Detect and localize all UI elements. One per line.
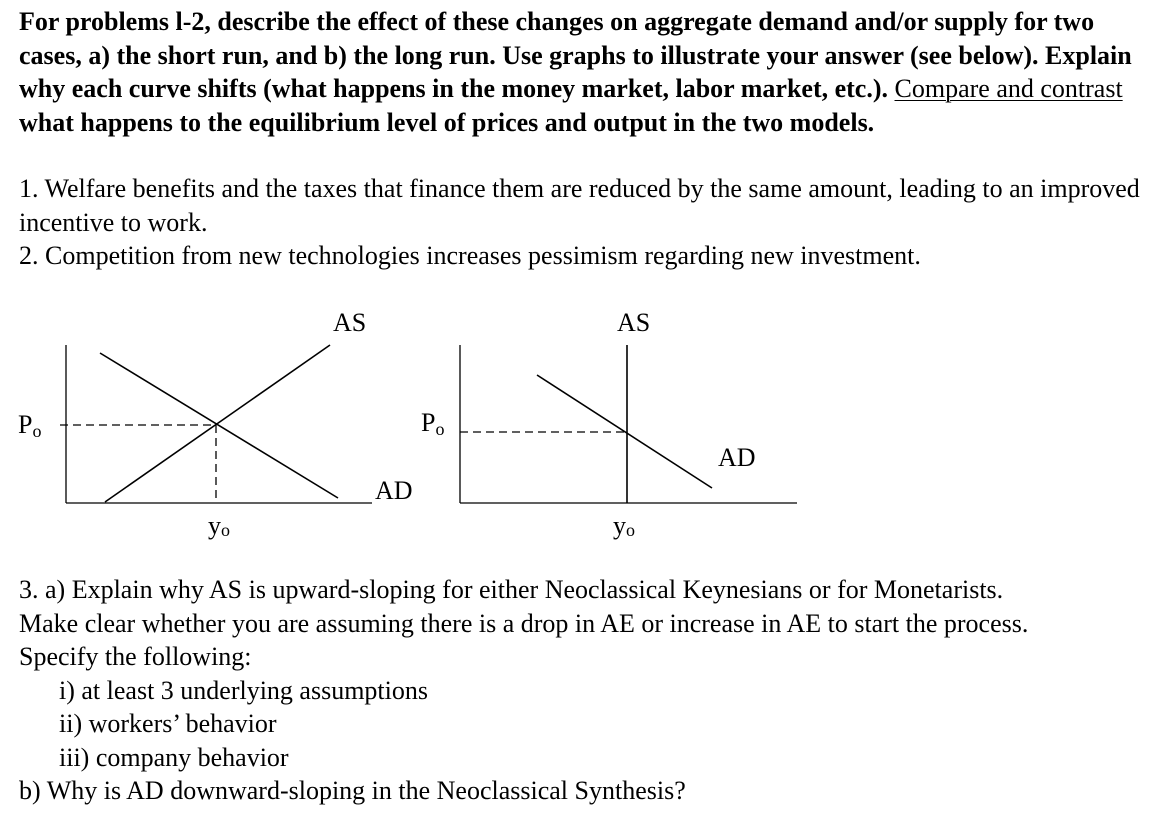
question-3a-line-3: Specify the following: xyxy=(19,642,252,671)
question-3a-line-1: 3. a) Explain why AS is upward-sloping for either Neoclassical Keynesians or for Monetarists. xyxy=(19,575,1004,604)
short-run-as-curve xyxy=(105,345,330,502)
question-3a-item-iii: iii) company behavior xyxy=(59,742,289,772)
short-run-ad-curve xyxy=(100,353,338,498)
question-3a-item-i: i) at least 3 underlying assumptions xyxy=(59,675,429,705)
problem-list xyxy=(19,172,1159,273)
long-run-graph xyxy=(421,308,797,540)
short-run-as-label: AS xyxy=(333,308,367,337)
long-run-as-label: AS xyxy=(617,308,651,337)
compare-contrast-underlined: Compare and contrast xyxy=(894,74,1123,103)
long-run-price-label: Po xyxy=(421,408,445,439)
question-3a-item-ii: ii) workers’ behavior xyxy=(59,709,277,738)
short-run-ad-label: AD xyxy=(375,476,413,505)
problem-1: 1. Welfare benefits and the taxes that finance them are reduced by the same amount, leading to an improved incentive to work. xyxy=(19,174,1140,237)
question-3b: b) Why is AD downward-sloping in the Neoclassical Synthesis? xyxy=(19,776,686,805)
instructions-text-part1: For problems l-2, describe the effect of these changes on aggregate demand and/or supply for two cases, a) the short run, and b) the long run. Use graphs to illustrate your answer (see below). Explain why each curve shifts (what happens in the money market, labor market, etc.). xyxy=(19,7,1132,103)
short-run-output-label: yo xyxy=(208,511,230,540)
problem-2: 2. Competition from new technologies increases pessimism regarding new investment. xyxy=(19,241,921,270)
question-3a-line-2: Make clear whether you are assuming there is a drop in AE or increase in AE to start the process. xyxy=(19,608,1029,638)
question-3 xyxy=(19,573,1159,808)
long-run-output-label: yo xyxy=(613,511,635,540)
long-run-ad-curve xyxy=(537,375,712,488)
long-run-ad-label: AD xyxy=(718,443,756,472)
short-run-graph xyxy=(18,308,413,540)
short-run-price-label: Po xyxy=(18,410,42,441)
instructions-text-part2: what happens to the equilibrium level of prices and output in the two models. xyxy=(19,107,875,137)
instructions-paragraph xyxy=(19,5,1159,139)
graphs-figure xyxy=(0,290,1172,550)
